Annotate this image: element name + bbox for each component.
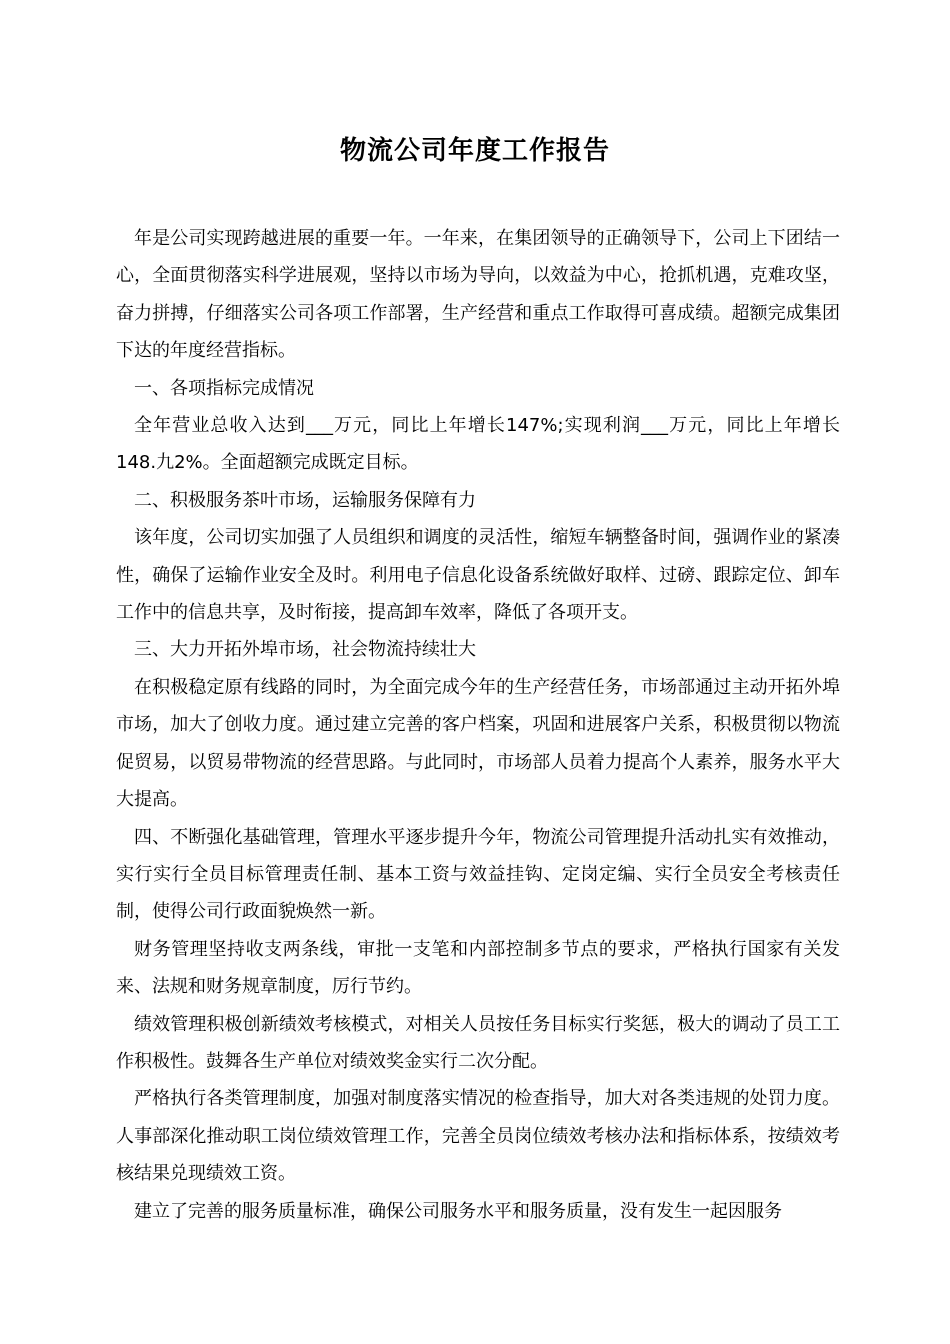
- paragraph-market: 在积极稳定原有线路的同时，为全面完成今年的生产经营任务，市场部通过主动开拓外埠市场，加大了创收力度。通过建立完善的客户档案，巩固和进展客户关系，积极贯彻以物流促贸易，以贸易带物流的经营思路。与此同时，市场部人员着力提高个人素养，服务水平大大提高。: [116, 676, 840, 811]
- paragraph-rules: 严格执行各类管理制度，加强对制度落实情况的检查指导，加大对各类违规的处罚力度。人事部深化推动职工岗位绩效管理工作，完善全员岗位绩效考核办法和指标体系，按绩效考核结果兑现绩效工资。: [116, 1088, 840, 1185]
- paragraph-performance: 绩效管理积极创新绩效考核模式，对相关人员按任务目标实行奖惩，极大的调动了员工工作积极性。鼓舞各生产单位对绩效奖金实行二次分配。: [116, 1013, 840, 1072]
- paragraph-service: 建立了完善的服务质量标准，确保公司服务水平和服务质量，没有发生一起因服务: [134, 1200, 782, 1222]
- document-body: [116, 220, 840, 1230]
- section-heading-2: 二、积极服务茶叶市场，运输服务保障有力: [134, 489, 476, 511]
- paragraph-intro: 年是公司实现跨越进展的重要一年。一年来，在集团领导的正确领导下，公司上下团结一心，全面贯彻落实科学进展观，坚持以市场为导向，以效益为中心，抢抓机遇，克难攻坚，奋力拼搏，仔细落实公司各项工作部署，生产经营和重点工作取得可喜成绩。超额完成集团下达的年度经营指标。: [116, 228, 840, 362]
- paragraph-transport: 该年度，公司切实加强了人员组织和调度的灵活性，缩短车辆整备时间，强调作业的紧凑性，确保了运输作业安全及时。利用电子信息化设备系统做好取样、过磅、跟踪定位、卸车工作中的信息共享，及时衔接，提高卸车效率，降低了各项开支。: [116, 527, 840, 624]
- paragraph-management: 四、不断强化基础管理，管理水平逐步提升今年，物流公司管理提升活动扎实有效推动，实行实行全员目标管理责任制、基本工资与效益挂钩、定岗定编、实行全员安全考核责任制，使得公司行政面貌焕然一新。: [116, 826, 840, 923]
- document-title: 物流公司年度工作报告: [339, 136, 610, 166]
- paragraph-finance: 财务管理坚持收支两条线，审批一支笔和内部控制多节点的要求，严格执行国家有关发来、法规和财务规章制度，厉行节约。: [116, 938, 840, 998]
- paragraph-indicators: 全年营业总收入达到___万元，同比上年增长147%;实现利润___万元，同比上年增长148.九2%。全面超额完成既定目标。: [116, 415, 840, 474]
- section-heading-1: 一、各项指标完成情况: [134, 377, 314, 399]
- section-heading-3: 三、大力开拓外埠市场，社会物流持续壮大: [134, 639, 476, 661]
